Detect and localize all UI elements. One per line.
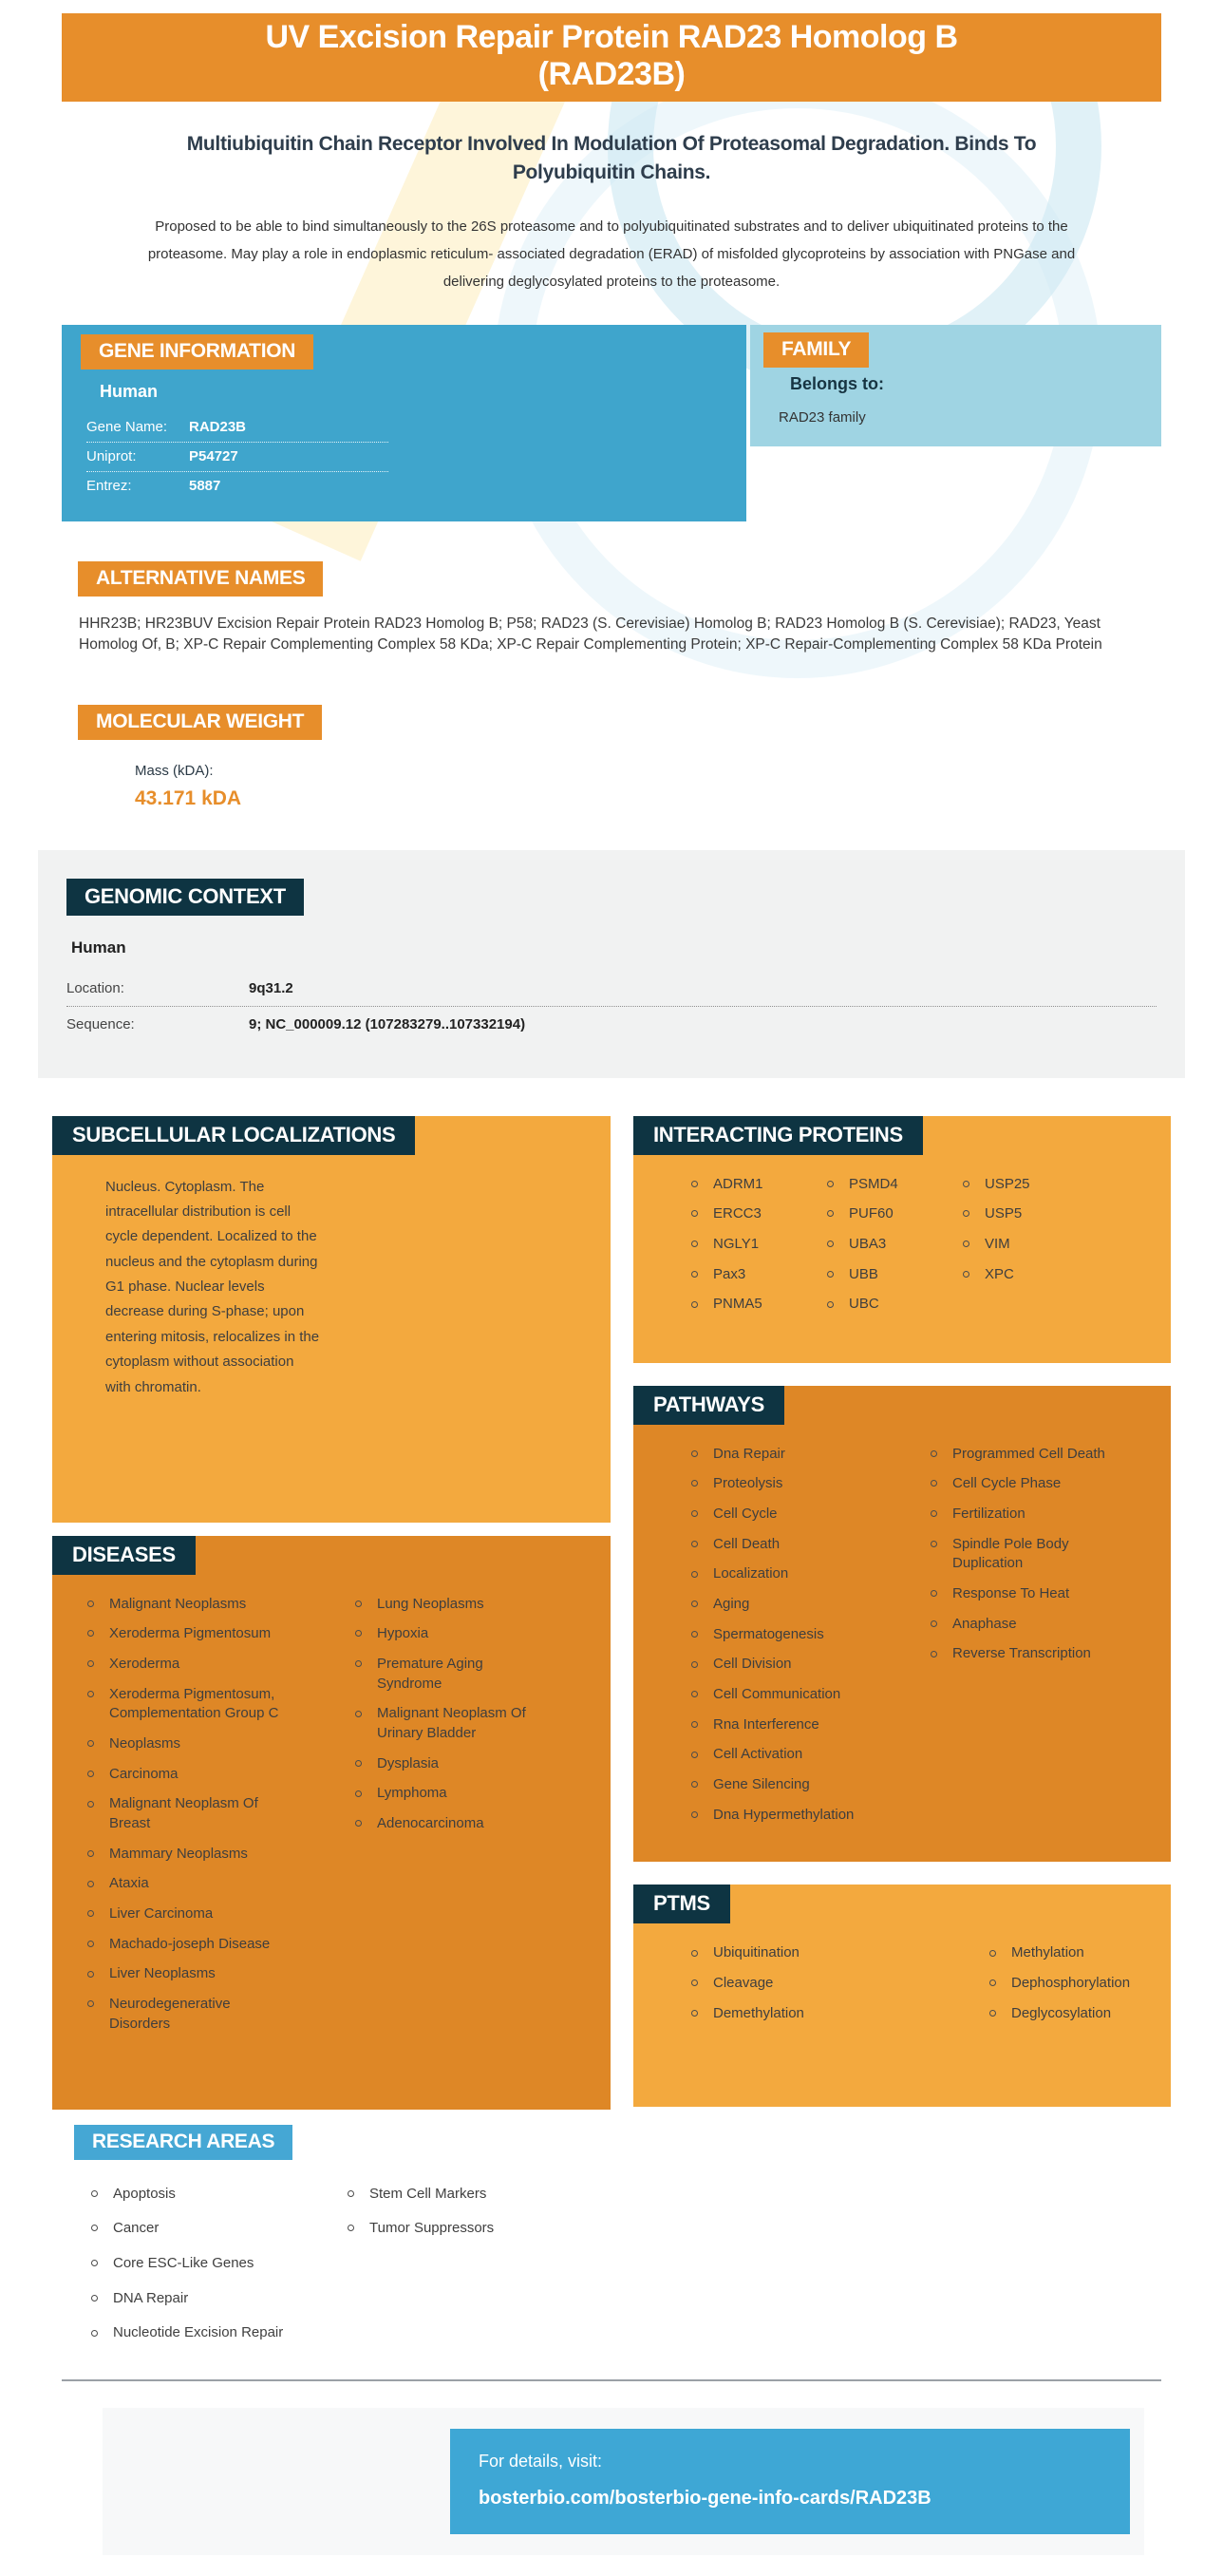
belongs-to-label: Belongs to: [790,373,884,393]
list-item: Nucleotide Excision Repair [88,2323,314,2343]
diseases-list [352,1595,538,2045]
detail-columns [52,1116,1171,2110]
list-item: Reverse Transcription [928,1644,1129,1664]
research-areas-section [52,2125,1161,2358]
list-item: Pax3 [688,1265,824,1285]
row-value: 5887 [189,477,221,494]
list-item: Adenocarcinoma [352,1814,538,1834]
ptms-columns [688,1943,1152,2034]
list-item: Spindle Pole Body Duplication [928,1535,1129,1574]
list-item: NGLY1 [688,1235,824,1255]
list-item: Cancer [88,2219,314,2239]
interacting-proteins-panel [633,1116,1171,1363]
mass-label: Mass (kDA): [135,762,214,779]
pathways-list [928,1445,1129,1836]
list-item: Xeroderma [85,1655,286,1675]
alternative-names-section [62,561,1161,655]
list-item: Rna Interference [688,1715,928,1735]
list-item: PSMD4 [824,1175,960,1195]
list-item: Lung Neoplasms [352,1595,538,1615]
ptms-list [987,1943,1152,2034]
row-label: Uniprot: [86,447,137,464]
molecular-weight-heading: MOLECULAR WEIGHT [78,705,322,740]
list-item: UBC [824,1295,960,1315]
list-item: Spermatogenesis [688,1625,928,1645]
page-subtitle: Multiubiquitin Chain Receptor Involved In Modulation Of Proteasomal Degradation. Binds To Polyubiquitin Chains. [186,132,1037,184]
genomic-table [66,971,1157,1042]
list-item: Neurodegenerative Disorders [85,1995,286,2034]
list-item: Demethylation [688,2004,854,2024]
mass-value: 43.171 kDA [135,786,242,809]
list-item: Deglycosylation [987,2004,1152,2024]
list-item: USP5 [960,1204,1074,1224]
research-areas-heading: RESEARCH AREAS [74,2125,292,2160]
list-item: Xeroderma Pigmentosum, Complementation Group C [85,1685,286,1724]
subcellular-localizations-panel [52,1116,611,1523]
list-item: PUF60 [824,1204,960,1224]
table-row [86,443,388,472]
list-item: Mammary Neoplasms [85,1845,286,1865]
list-item: USP25 [960,1175,1074,1195]
list-item: ADRM1 [688,1175,824,1195]
family-value: RAD23 family [779,408,866,426]
list-item: Response To Heat [928,1584,1129,1604]
list-item: Cell Cycle Phase [928,1474,1129,1494]
table-row [66,1007,1157,1042]
list-item: PNMA5 [688,1295,824,1315]
row-label: Gene Name: [86,418,168,435]
list-item: Cell Cycle [688,1505,928,1525]
list-item: Dna Hypermethylation [688,1806,928,1826]
list-item: Cleavage [688,1974,854,1994]
page-title: UV Excision Repair Protein RAD23 Homolog B (RAD23B) [62,13,1161,102]
list-item: Cell Activation [688,1745,928,1765]
list-item: Lymphoma [352,1784,538,1804]
species-label: Human [100,381,159,401]
alternative-names-heading: ALTERNATIVE NAMES [78,561,323,597]
left-column [52,1116,611,2110]
protein-list [824,1175,960,1325]
list-item: ERCC3 [688,1204,824,1224]
list-item: Anaphase [928,1615,1129,1635]
ptms-heading: PTMS [633,1885,730,1923]
row-value: 9; NC_000009.12 (107283279..107332194) [249,1015,526,1032]
list-item: Xeroderma Pigmentosum [85,1624,286,1644]
research-areas-columns [88,2185,1161,2358]
list-item: Carcinoma [85,1765,286,1785]
list-item: Proteolysis [688,1474,928,1494]
pathways-heading: PATHWAYS [633,1386,784,1425]
list-item: Dna Repair [688,1445,928,1465]
footer-panel [103,2408,1144,2555]
list-item: Tumor Suppressors [345,2219,592,2239]
table-row [86,472,388,501]
genomic-context-panel [38,850,1185,1078]
gene-info-card [0,13,1223,2555]
ptms-panel [633,1885,1171,2107]
list-item: Machado-joseph Disease [85,1935,286,1955]
species-label: Human [71,938,126,957]
list-item: UBB [824,1265,960,1285]
footer-link[interactable]: bosterbio.com/bosterbio-gene-info-cards/RAD23B [479,2487,931,2509]
subcellular-localizations-heading: SUBCELLULAR LOCALIZATIONS [52,1116,415,1155]
row-value: P54727 [189,447,238,464]
family-panel [750,325,1161,446]
list-item: UBA3 [824,1235,960,1255]
research-areas-list [88,2185,314,2358]
list-item: DNA Repair [88,2289,314,2309]
table-row [86,413,388,443]
row-label: Sequence: [66,1015,135,1032]
list-item: Liver Carcinoma [85,1904,286,1924]
family-heading: FAMILY [763,332,869,368]
list-item: Ataxia [85,1874,286,1894]
list-item: Malignant Neoplasm Of Urinary Bladder [352,1704,538,1743]
list-item: Cell Death [688,1535,928,1555]
list-item: Malignant Neoplasm Of Breast [85,1794,286,1833]
footer-visit-label: For details, visit: [479,2451,603,2471]
footer-divider [62,2379,1161,2381]
list-item: Cell Division [688,1655,928,1675]
list-item: Ubiquitination [688,1943,854,1963]
diseases-heading: DISEASES [52,1536,196,1575]
interacting-proteins-columns [688,1175,1152,1325]
list-item: Localization [688,1564,928,1584]
list-item: VIM [960,1235,1074,1255]
list-item: Dysplasia [352,1754,538,1774]
list-item: Dephosphorylation [987,1974,1152,1994]
interacting-proteins-heading: INTERACTING PROTEINS [633,1116,923,1155]
ptms-list [688,1943,854,2034]
footer-cta-box [450,2429,1130,2534]
list-item: Neoplasms [85,1734,286,1754]
list-item: Fertilization [928,1505,1129,1525]
list-item: Programmed Cell Death [928,1445,1129,1465]
pathways-columns [688,1445,1152,1836]
row-value: RAD23B [189,418,247,435]
pathways-panel [633,1386,1171,1863]
row-value: 9q31.2 [249,979,293,996]
list-item: Hypoxia [352,1624,538,1644]
table-row [66,971,1157,1007]
list-item: Apoptosis [88,2185,314,2205]
gene-information-panel [62,325,746,521]
list-item: Cell Communication [688,1685,928,1705]
gene-info-table [86,413,388,501]
list-item: Aging [688,1595,928,1615]
research-areas-list [345,2185,592,2358]
list-item: Stem Cell Markers [345,2185,592,2205]
list-item: XPC [960,1265,1074,1285]
alternative-names-text: HHR23B; HR23BUV Excision Repair Protein RAD23 Homolog B; P58; RAD23 (S. Cerevisiae) Homolog B; RAD23 Homolog B (S. Cerevisiae); RAD23, Yeast Homolog Of, B; XP-C Repair Complementing Complex 58 KDa; XP-C Repair Complementing Protein; XP-C Repair-Complementing Complex 58 KDa Protein [79,615,1102,653]
right-column [633,1116,1171,2108]
diseases-panel [52,1536,611,2110]
protein-description: Proposed to be able to bind simultaneously to the 26S proteasome and to polyubiquitinated substrates and to deliver ubiquitinated proteins to the proteasome. May play a role in endoplasmic reticulum- associated degradation (ERAD) of misfolded glycoproteins by association with PNGase and delivering deglycosylated proteins to the proteasome. [147,218,1076,291]
list-item: Premature Aging Syndrome [352,1655,538,1694]
pathways-list [688,1445,928,1836]
row-label: Entrez: [86,477,132,494]
diseases-columns [85,1595,592,2045]
row-label: Location: [66,979,124,996]
genomic-context-heading: GENOMIC CONTEXT [66,879,304,916]
list-item: Gene Silencing [688,1775,928,1795]
gene-information-heading: GENE INFORMATION [81,334,313,369]
list-item: Malignant Neoplasms [85,1595,286,1615]
diseases-list [85,1595,286,2045]
molecular-weight-section [62,705,1161,810]
protein-list [960,1175,1074,1325]
subcellular-localizations-text: Nucleus. Cytoplasm. The intracellular distribution is cell cycle dependent. Localized to the nucleus and the cytoplasm during G1 phase. Nuclear levels decrease during S-phase; upon entering mitosis, relocalizes in the cytoplasm without association with chromatin. [105,1178,320,1395]
gene-family-row [62,325,1161,521]
list-item: Liver Neoplasms [85,1964,286,1984]
list-item: Core ESC-Like Genes [88,2254,314,2274]
protein-list [688,1175,824,1325]
list-item: Methylation [987,1943,1152,1963]
